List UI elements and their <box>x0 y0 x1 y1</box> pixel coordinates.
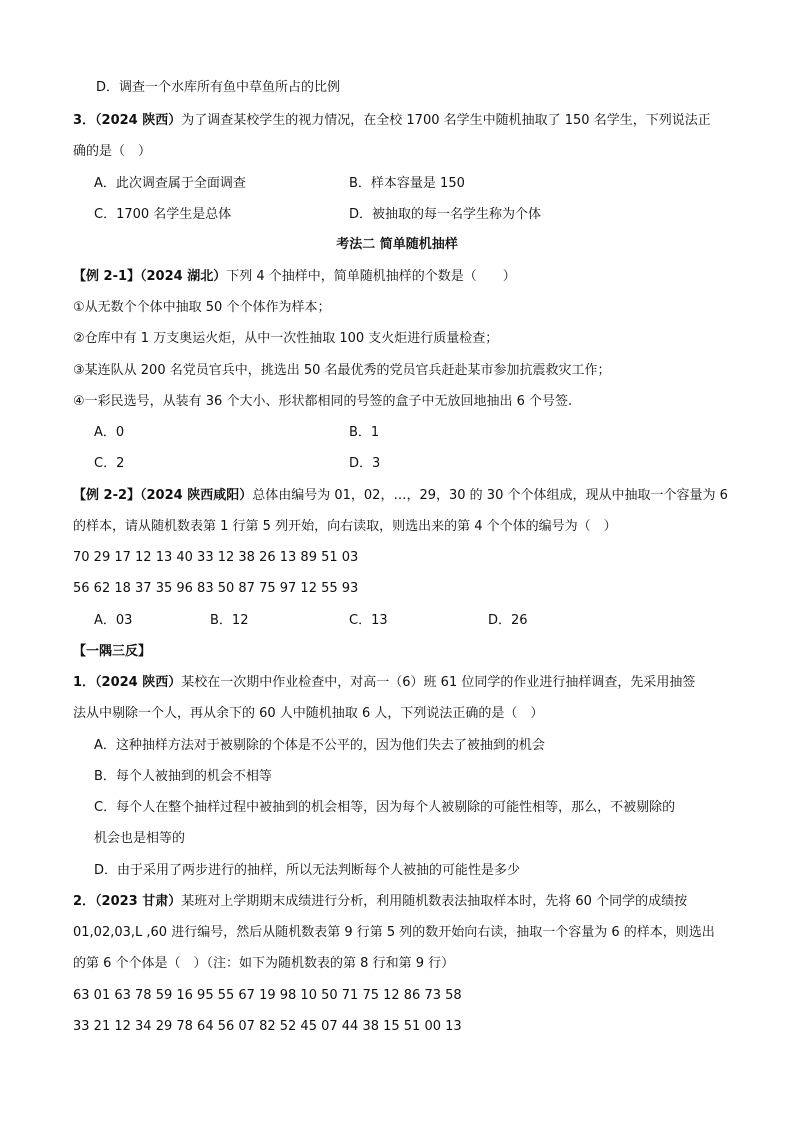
example-2-2-stem-1: 总体由编号为 01，02，…，29，30 的 30 个个体组成，现从中抽取一个容量为 6 <box>252 488 728 503</box>
practice-1-option-b: B．每个人被抽到的机会不相等 <box>94 769 272 784</box>
question-3-line-1 <box>73 112 711 130</box>
example-2-2-source: （2024 陕西咸阳） <box>140 488 253 503</box>
example-2-1-item-4: ④一彩民选号，从装有 36 个大小、形状都相同的号签的盒子中无放回地抽出 6 个号签. <box>73 394 573 409</box>
example-2-2-option-d: D．26 <box>488 613 528 628</box>
random-table-row-8: 63 01 63 78 59 16 95 55 67 19 98 10 50 71 75 12 86 73 58 <box>73 988 462 1003</box>
practice-1-option-a: A．这种抽样方法对于被剔除的个体是不公平的，因为他们失去了被抽到的机会 <box>94 738 545 753</box>
question-3-stem-2: 确的是（ ） <box>73 144 152 159</box>
question-3-source: （2024 陕西） <box>95 113 182 128</box>
practice-1-line-1 <box>73 674 695 692</box>
question-3-number: 3． <box>73 113 96 128</box>
practice-2-stem-2: 01,02,03,L ,60 进行编号，然后从随机数表第 9 行第 5 列的数开始向右读，抽取一个容量为 6 的样本，则选出 <box>73 925 715 940</box>
random-table-row-9: 33 21 12 34 29 78 64 56 07 82 52 45 07 44 38 15 51 00 13 <box>73 1019 462 1034</box>
question-3-option-d: D．被抽取的每一名学生称为个体 <box>349 207 542 222</box>
practice-2-source: （2023 甘肃） <box>95 894 182 909</box>
example-2-1-option-b: B．1 <box>349 425 380 440</box>
section-title: 考法二 简单随机抽样 <box>336 237 458 252</box>
example-2-1-option-a: A．0 <box>94 425 125 440</box>
example-2-1-line <box>73 268 516 286</box>
practice-1-option-d: D．由于采用了两步进行的抽样，所以无法判断每个人被抽的可能性是多少 <box>94 863 521 878</box>
practice-title: 【一隅三反】 <box>73 644 152 659</box>
practice-1-stem-1: 某校在一次期中作业检查中，对高一（6）班 61 位同学的作业进行抽样调查，先采用抽签 <box>181 675 696 690</box>
practice-2-line-1 <box>73 893 687 911</box>
example-2-2-stem-2: 的样本，请从随机数表第 1 行第 5 列开始，向右读取，则选出来的第 4 个个体的编号为（ ） <box>73 519 617 534</box>
question-3-option-a: A．此次调查属于全面调查 <box>94 176 246 191</box>
practice-1-option-c-1: C．每个人在整个抽样过程中被抽到的机会相等，因为每个人被剔除的可能性相等，那么，不被剔除的 <box>94 800 676 815</box>
example-2-2-line-1 <box>73 487 728 505</box>
question-3-option-b: B．样本容量是 150 <box>349 176 465 191</box>
example-2-2-option-a: A．03 <box>94 613 133 628</box>
example-2-1-item-3: ③某连队从 200 名党员官兵中，挑选出 50 名最优秀的党员官兵赶赴某市参加抗震救灾工作； <box>73 363 611 378</box>
practice-1-option-c-2: 机会也是相等的 <box>94 831 186 846</box>
practice-2-stem-1: 某班对上学期期末成绩进行分析，利用随机数表法抽取样本时，先将 60 个同学的成绩按 <box>181 894 688 909</box>
example-2-2-tag: 【例 2-2】 <box>73 488 141 503</box>
example-2-2-option-c: C．13 <box>349 613 388 628</box>
example-2-1-item-1: ①从无数个个体中抽取 50 个个体作为样本； <box>73 300 331 315</box>
example-2-1-tag: 【例 2-1】 <box>73 269 141 284</box>
random-table-row-2: 56 62 18 37 35 96 83 50 87 75 97 12 55 93 <box>73 581 359 596</box>
practice-1-number: 1． <box>73 675 96 690</box>
example-2-1-source: （2024 湖北） <box>140 269 227 284</box>
random-table-row-1: 70 29 17 12 13 40 33 12 38 26 13 89 51 03 <box>73 550 359 565</box>
q2-option-d: D．调查一个水库所有鱼中草鱼所占的比例 <box>96 80 341 95</box>
example-2-1-stem: 下列 4 个抽样中，简单随机抽样的个数是（ ） <box>226 269 516 284</box>
practice-1-source: （2024 陕西） <box>95 675 182 690</box>
practice-1-stem-2: 法从中剔除一个人，再从余下的 60 人中随机抽取 6 人，下列说法正确的是（ ） <box>73 706 544 721</box>
example-2-1-item-2: ②仓库中有 1 万支奥运火炬，从中一次性抽取 100 支火炬进行质量检查； <box>73 331 499 346</box>
practice-2-stem-3: 的第 6 个个体是（ ）（注：如下为随机数表的第 8 行和第 9 行） <box>73 956 455 971</box>
question-3-stem-1: 为了调查某校学生的视力情况，在全校 1700 名学生中随机抽取了 150 名学生，下列说法正 <box>181 113 711 128</box>
example-2-1-option-d: D．3 <box>349 456 381 471</box>
example-2-1-option-c: C．2 <box>94 456 125 471</box>
practice-2-number: 2． <box>73 894 96 909</box>
question-3-option-c: C．1700 名学生是总体 <box>94 207 232 222</box>
example-2-2-option-b: B．12 <box>210 613 249 628</box>
